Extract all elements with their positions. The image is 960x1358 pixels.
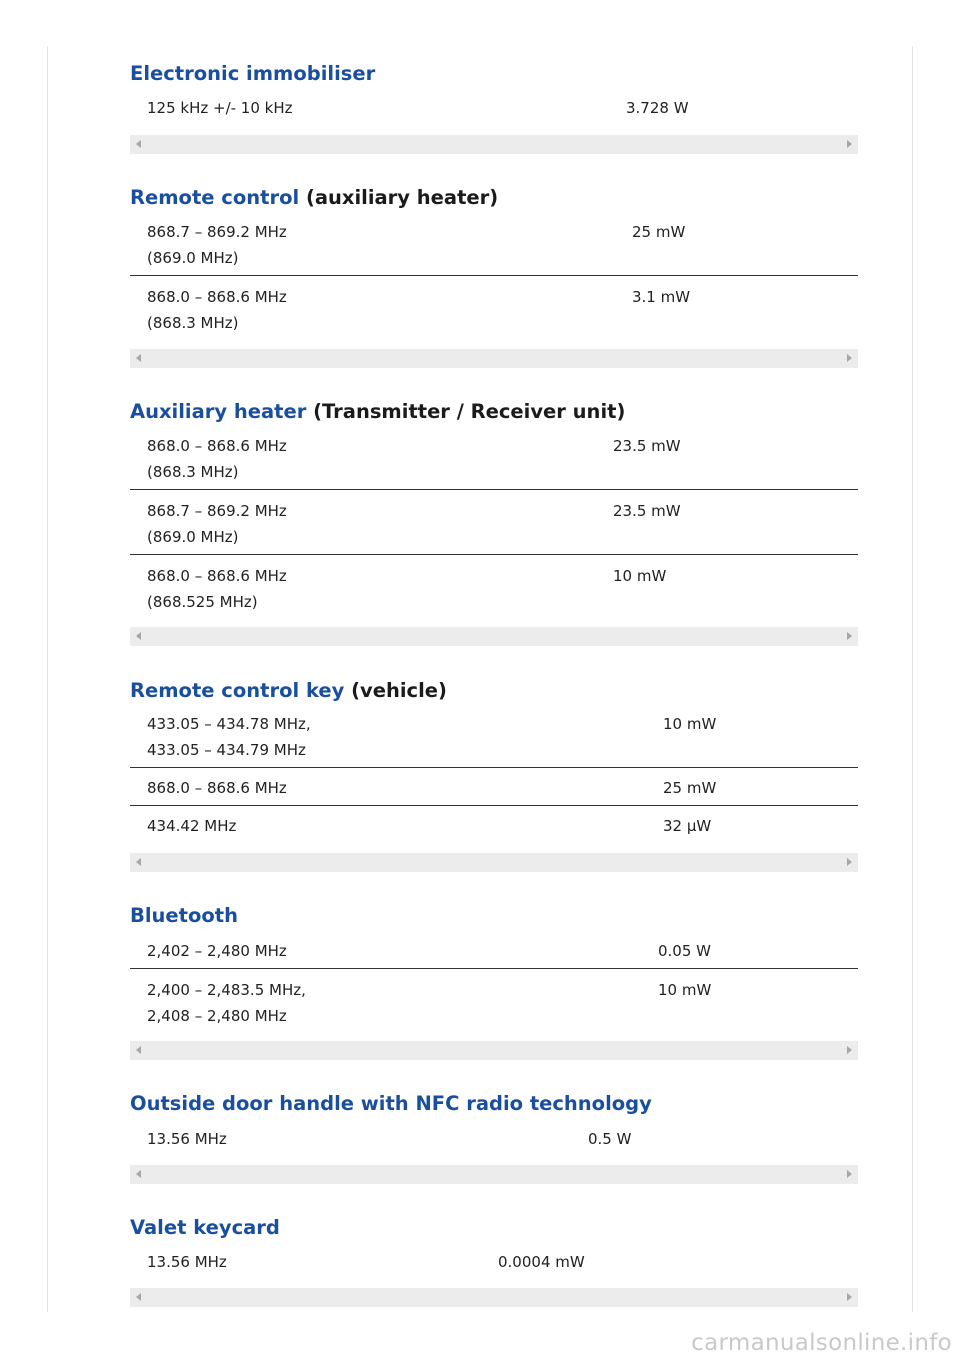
horizontal-scrollbar[interactable] [130,1288,858,1307]
frequency-cell-secondary: 2,408 – 2,480 MHz [147,1007,287,1025]
heading-rest: (auxiliary heater) [299,186,499,209]
scroll-left-icon[interactable] [136,354,141,362]
heading-highlight: Valet keycard [130,1216,280,1239]
section-auxiliary-heater-transmitter [130,400,858,615]
frequency-cell: 868.7 – 869.2 MHz [147,223,287,241]
table-row [130,284,858,336]
section-heading [130,1216,858,1240]
scroll-left-icon[interactable] [136,1046,141,1054]
section-outside-door-handle-nfc [130,1092,858,1152]
power-cell: 23.5 mW [613,502,681,520]
horizontal-scrollbar[interactable] [130,1165,858,1184]
scroll-right-icon[interactable] [847,1046,852,1054]
scroll-right-icon[interactable] [847,1293,852,1301]
table-row [130,1126,858,1152]
scroll-left-icon[interactable] [136,140,141,148]
horizontal-scrollbar[interactable] [130,349,858,368]
table-row [130,433,858,490]
frequency-cell-secondary: 433.05 – 434.79 MHz [147,741,306,759]
watermark: carmanualsonline.info [691,1330,952,1356]
heading-highlight: Remote control [130,186,300,209]
section-electronic-immobiliser [130,62,858,121]
power-cell: 32 μW [663,817,712,835]
page-border-right [912,46,913,1312]
frequency-cell-secondary: (868.525 MHz) [147,593,258,611]
section-heading [130,400,858,424]
frequency-cell: 868.0 – 868.6 MHz [147,779,287,797]
section-heading [130,679,858,703]
frequency-cell: 868.0 – 868.6 MHz [147,437,287,455]
section-heading [130,186,858,210]
frequency-cell: 868.7 – 869.2 MHz [147,502,287,520]
frequency-cell: 868.0 – 868.6 MHz [147,288,287,306]
power-cell: 10 mW [663,715,717,733]
heading-rest: (Transmitter / Receiver unit) [306,400,626,423]
table-row [130,1249,858,1275]
frequency-cell: 2,400 – 2,483.5 MHz, [147,981,306,999]
table-row [130,711,858,768]
horizontal-scrollbar[interactable] [130,853,858,872]
frequency-cell: 433.05 – 434.78 MHz, [147,715,311,733]
power-cell: 25 mW [632,223,686,241]
scroll-right-icon[interactable] [847,632,852,640]
scroll-left-icon[interactable] [136,1170,141,1178]
section-valet-keycard [130,1216,858,1275]
frequency-cell-secondary: (869.0 MHz) [147,249,239,267]
scroll-right-icon[interactable] [847,354,852,362]
horizontal-scrollbar[interactable] [130,135,858,154]
page-border-left [47,46,48,1312]
power-cell: 0.05 W [658,942,711,960]
section-remote-control-key [130,679,858,839]
table-row [130,938,858,969]
section-remote-control-auxiliary-heater [130,186,858,336]
section-heading [130,904,858,928]
table-row [130,563,858,615]
table-row [130,219,858,276]
horizontal-scrollbar[interactable] [130,1041,858,1060]
power-cell: 0.5 W [588,1130,632,1148]
frequency-cell-secondary: (869.0 MHz) [147,528,239,546]
heading-rest: (vehicle) [344,679,447,702]
heading-highlight: Bluetooth [130,904,238,927]
power-cell: 3.728 W [626,99,689,117]
frequency-cell: 868.0 – 868.6 MHz [147,567,287,585]
heading-highlight: Electronic immobiliser [130,62,376,85]
frequency-cell: 13.56 MHz [147,1253,227,1271]
frequency-cell: 434.42 MHz [147,817,237,835]
section-heading [130,62,858,86]
power-cell: 10 mW [613,567,667,585]
table-row [130,95,858,121]
power-cell: 3.1 mW [632,288,691,306]
heading-highlight: Auxiliary heater [130,400,307,423]
table-row [130,977,858,1029]
power-cell: 23.5 mW [613,437,681,455]
power-cell: 25 mW [663,779,717,797]
scroll-left-icon[interactable] [136,1293,141,1301]
frequency-cell: 13.56 MHz [147,1130,227,1148]
frequency-cell-secondary: (868.3 MHz) [147,463,239,481]
table-row [130,775,858,806]
horizontal-scrollbar[interactable] [130,627,858,646]
scroll-left-icon[interactable] [136,858,141,866]
heading-highlight: Remote control key [130,679,345,702]
scroll-left-icon[interactable] [136,632,141,640]
heading-highlight: Outside door handle with NFC radio technology [130,1092,652,1115]
frequency-cell: 125 kHz +/- 10 kHz [147,99,293,117]
scroll-right-icon[interactable] [847,858,852,866]
table-row [130,813,858,839]
section-bluetooth [130,904,858,1029]
power-cell: 10 mW [658,981,712,999]
scroll-right-icon[interactable] [847,140,852,148]
frequency-cell: 2,402 – 2,480 MHz [147,942,287,960]
power-cell: 0.0004 mW [498,1253,585,1271]
frequency-cell-secondary: (868.3 MHz) [147,314,239,332]
table-row [130,498,858,555]
scroll-right-icon[interactable] [847,1170,852,1178]
section-heading [130,1092,858,1116]
